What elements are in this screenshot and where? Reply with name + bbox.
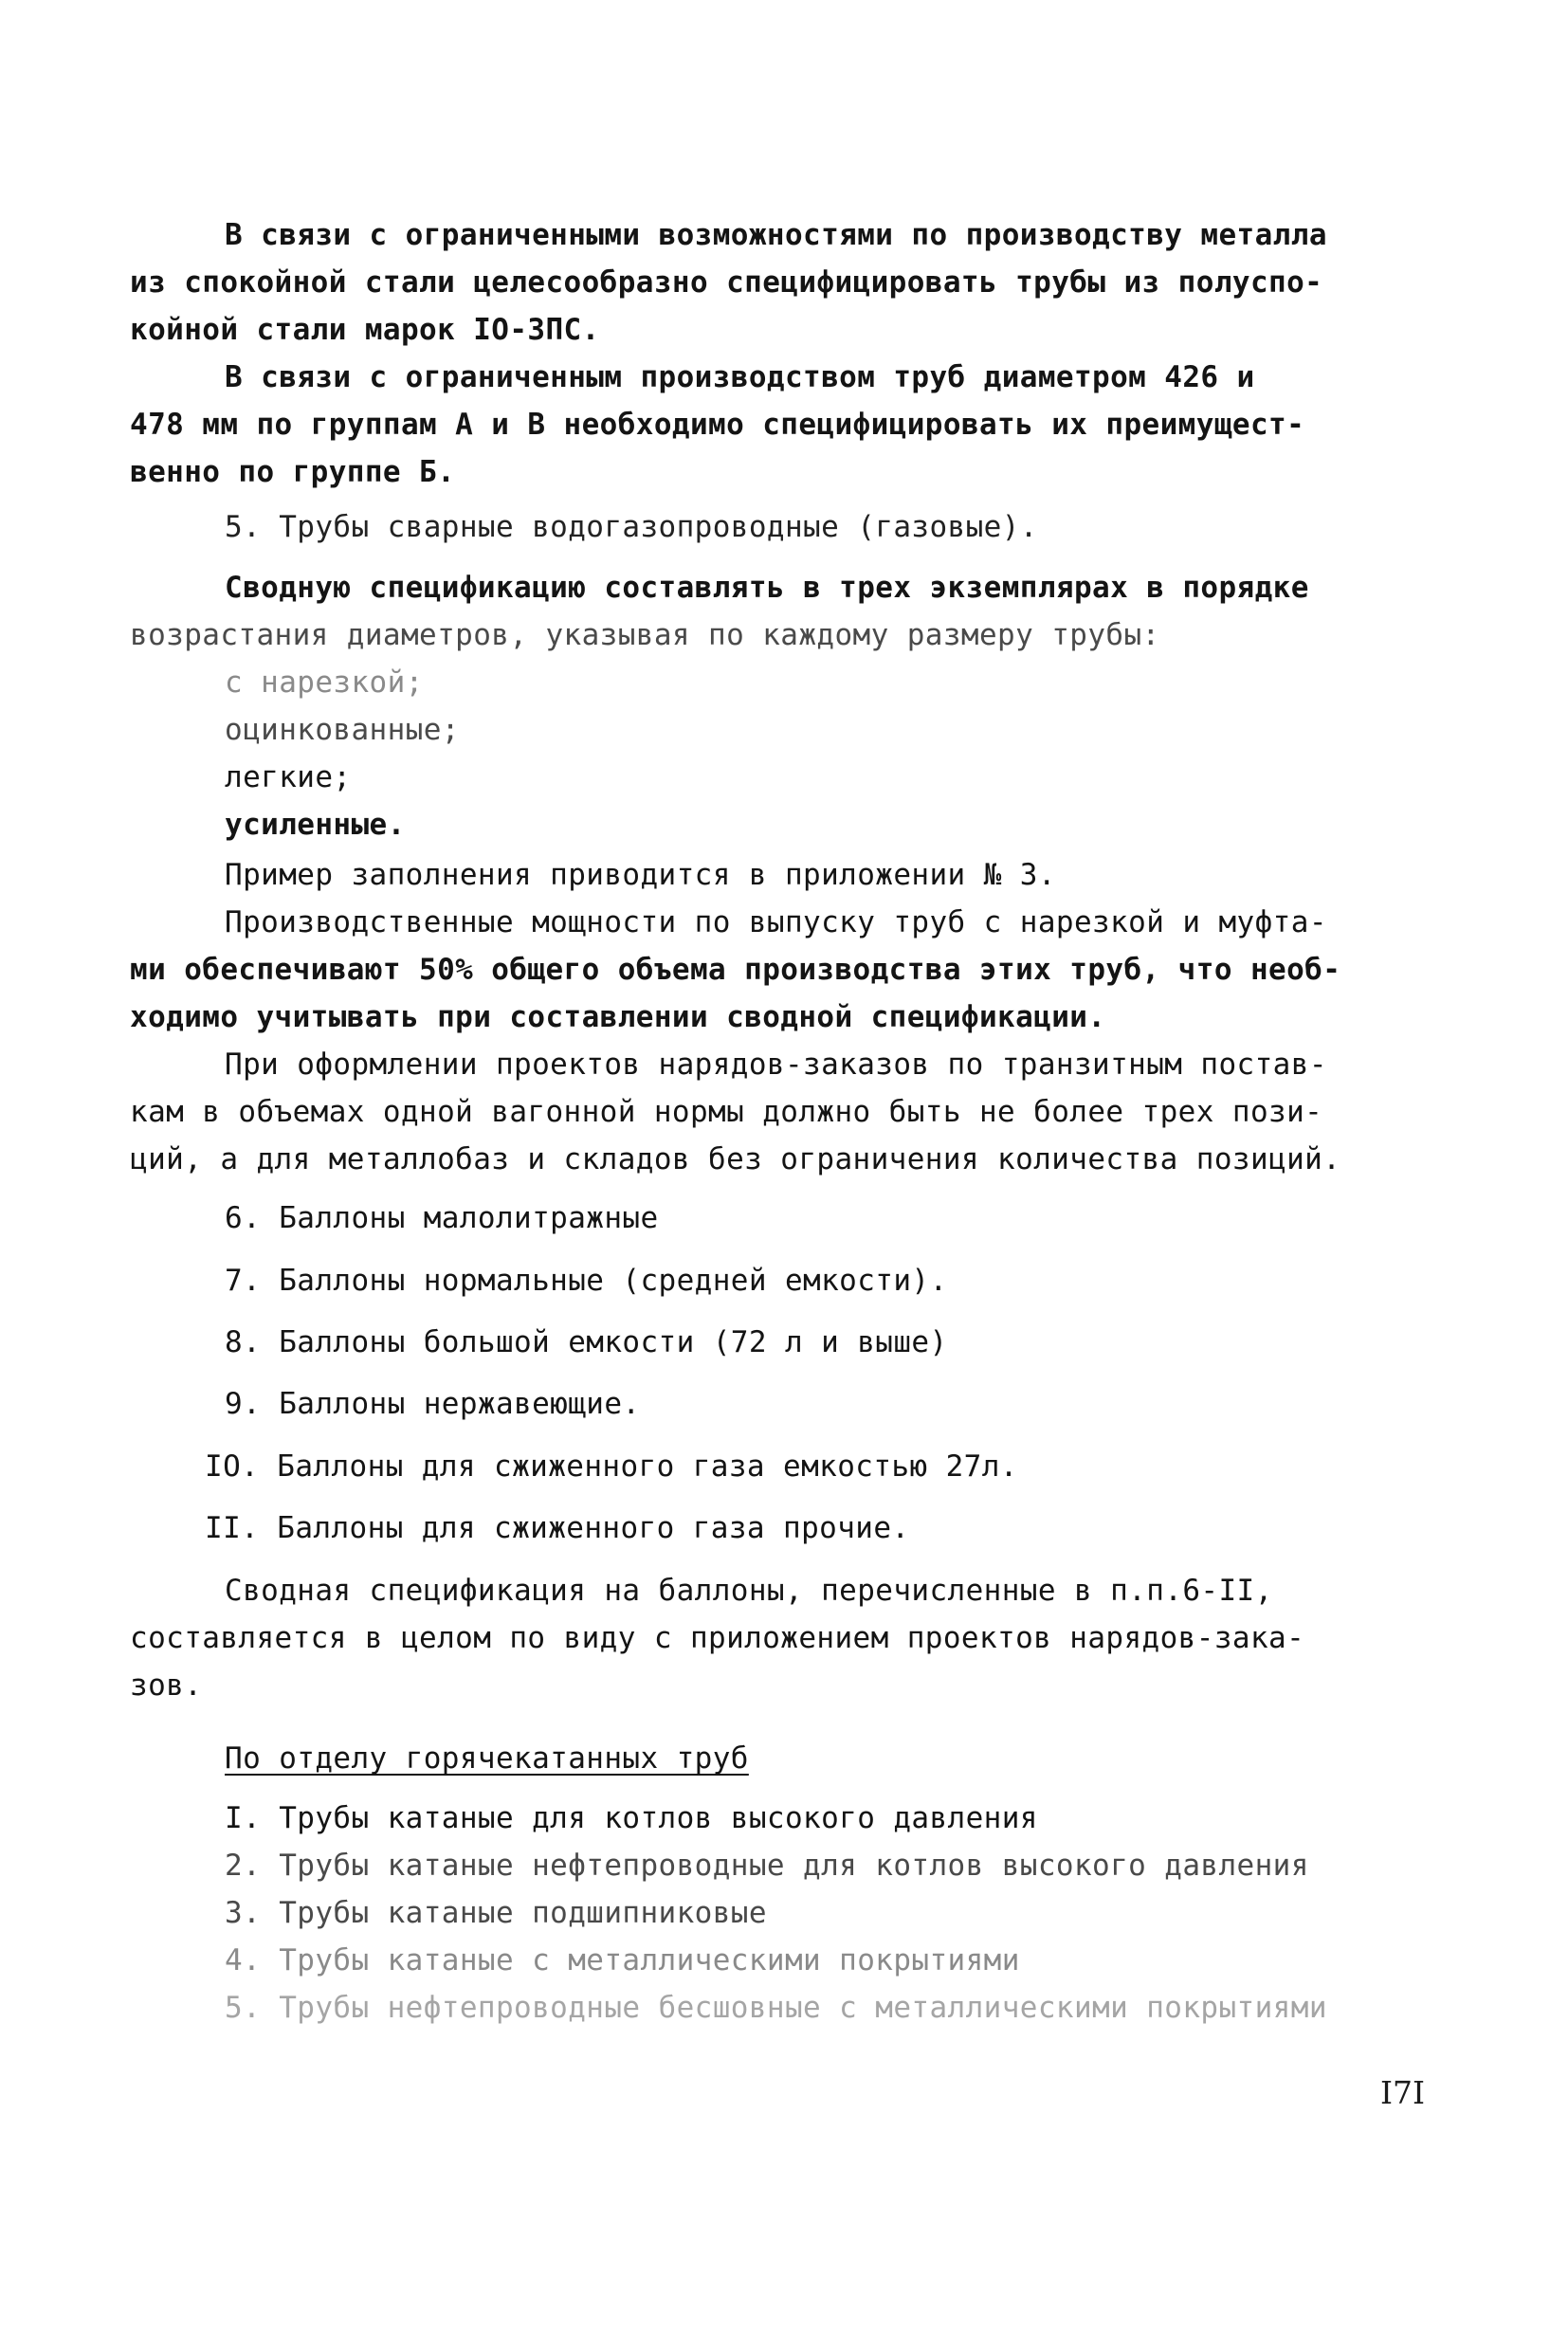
section-heading: По отделу горячекатанных труб [225,1741,749,1776]
text-line: Сводная спецификация на баллоны, перечисленные в п.п.6-II, [225,1574,1273,1608]
list-item: легкие; [225,760,352,794]
list-item: 4. Трубы катаные с металлическими покрытиями [225,1943,1020,1977]
page-number: I7I [1380,2074,1426,2111]
list-item: оцинкованные; [225,713,460,747]
text-line: венно по группе Б. [130,455,456,489]
text-line: ходимо учитывать при составлении сводной спецификации. [130,1000,1106,1034]
text-line: возрастания диаметров, указывая по каждому размеру трубы: [130,618,1160,652]
text-line: В связи с ограниченным производством труб диаметром 426 и [225,360,1255,394]
text-line: В связи с ограниченными возможностями по производству металла [225,218,1327,252]
text-line: Производственные мощности по выпуску труб с нарезкой и муфта- [225,905,1327,939]
list-item: 3. Трубы катаные подшипниковые [225,1896,767,1930]
list-item-11: II. Баллоны для сжиженного газа прочие. [205,1511,910,1545]
list-item-8: 8. Баллоны большой емкости (72 л и выше) [225,1325,948,1359]
text-line: Пример заполнения приводится в приложении № 3. [225,858,1056,892]
text-line: При оформлении проектов нарядов-заказов по транзитным постав- [225,1048,1327,1082]
text-line: кам в объемах одной вагонной нормы должно быть не более трех пози- [130,1095,1323,1129]
list-item: 5. Трубы нефтепроводные бесшовные с металлическими покрытиями [225,1991,1327,2025]
text-line: составляется в целом по виду с приложением проектов нарядов-зака- [130,1621,1305,1655]
text-line: ций, а для металлобаз и складов без ограничения количества позиций. [130,1142,1341,1176]
list-item-9: 9. Баллоны нержавеющие. [225,1387,641,1421]
text-line: 478 мм по группам А и В необходимо специфицировать их преимущест- [130,408,1305,442]
text-line: из спокойной стали целесообразно специфицировать трубы из полуспо- [130,265,1323,300]
list-item-7: 7. Баллоны нормальные (средней емкости). [225,1264,948,1298]
list-item: с нарезкой; [225,665,424,700]
list-item-10: IO. Баллоны для сжиженного газа емкостью 27л. [205,1449,1018,1484]
text-line: ми обеспечивают 50% общего объема производства этих труб, что необ- [130,953,1341,987]
list-heading-item-5: 5. Трубы сварные водогазопроводные (газовые). [225,510,1038,544]
list-item: усиленные. [225,808,406,842]
list-item: 2. Трубы катаные нефтепроводные для котлов высокого давления [225,1849,1309,1883]
text-line: Сводную спецификацию составлять в трех экземплярах в порядке [225,571,1309,605]
list-item: I. Трубы катаные для котлов высокого давления [225,1801,1038,1835]
text-line: койной стали марок IO-3ПС. [130,313,600,347]
list-item-6: 6. Баллоны малолитражные [225,1201,659,1235]
text-line: зов. [130,1668,203,1703]
